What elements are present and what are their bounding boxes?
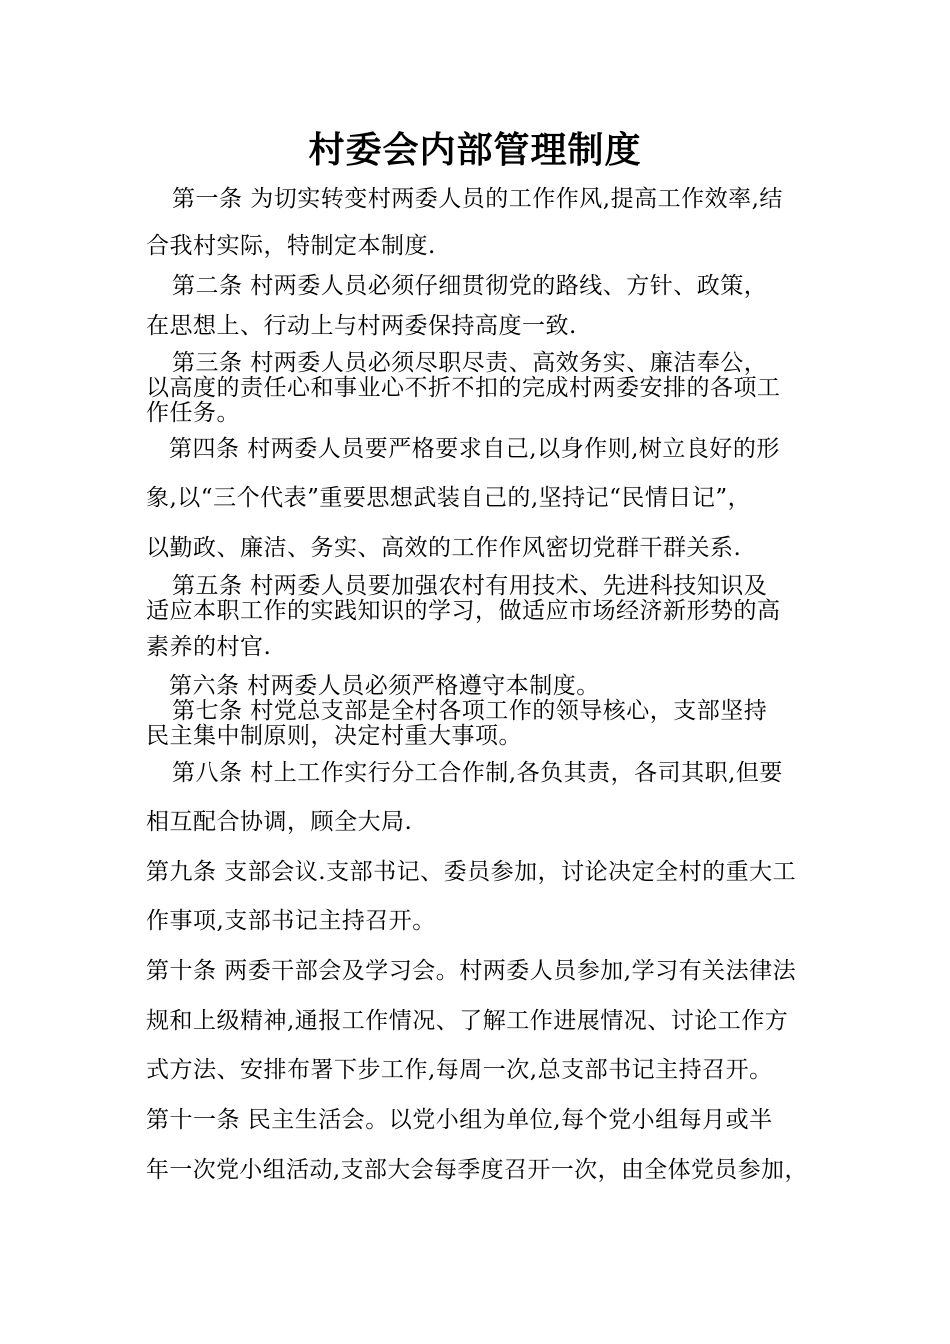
text-line: 适应本职工作的实践知识的学习，做适应市场经济新形势的高 bbox=[146, 598, 781, 624]
text-line: 以勤政、廉洁、务实、高效的工作作风密切党群干群关系. bbox=[146, 535, 742, 561]
text-line: 第七条 村党总支部是全村各项工作的领导核心，支部坚持 bbox=[172, 698, 768, 724]
text-line: 第八条 村上工作实行分工合作制,各负其责，各司其职,但要 bbox=[172, 760, 783, 786]
text-line: 第十条 两委干部会及学习会。村两委人员参加,学习有关法律法 bbox=[146, 958, 797, 984]
text-line: 第六条 村两委人员必须严格遵守本制度。 bbox=[169, 673, 600, 699]
text-line: 规和上级精神,通报工作情况、了解工作进展情况、讨论工作方 bbox=[146, 1008, 789, 1034]
text-line: 年一次党小组活动,支部大会每季度召开一次，由全体党员参加， bbox=[146, 1157, 808, 1183]
text-line: 在思想上、行动上与村两委保持高度一致. bbox=[146, 313, 577, 339]
document-title: 村委会内部管理制度 bbox=[308, 129, 642, 171]
text-line: 第四条 村两委人员要严格要求自己,以身作则,树立良好的形 bbox=[169, 436, 780, 462]
text-line: 民主集中制原则，决定村重大事项。 bbox=[146, 723, 522, 749]
text-line: 第十一条 民主生活会。以党小组为单位,每个党小组每月或半 bbox=[146, 1107, 773, 1133]
text-line: 式方法、安排布署下步工作,每周一次,总支部书记主持召开。 bbox=[146, 1057, 773, 1083]
text-line: 相互配合协调，顾全大局. bbox=[146, 809, 413, 835]
text-line: 第三条 村两委人员必须尽职尽责、高效务实、廉洁奉公， bbox=[172, 350, 768, 376]
text-line: 作事项,支部书记主持召开。 bbox=[146, 908, 436, 934]
text-line: 以高度的责任心和事业心不折不扣的完成村两委安排的各项工 bbox=[146, 375, 781, 401]
text-line: 象,以“三个代表”重要思想武装自己的,坚持记“民情日记”， bbox=[146, 485, 752, 511]
text-line: 第一条 为切实转变村两委人员的工作作风,提高工作效率,结 bbox=[172, 186, 783, 212]
text-line: 第五条 村两委人员要加强农村有用技术、先进科技知识及 bbox=[172, 573, 768, 599]
text-line: 合我村实际，特制定本制度. bbox=[146, 233, 436, 259]
text-line: 素养的村官. bbox=[146, 634, 272, 660]
text-line: 第九条 支部会议.支部书记、委员参加，讨论决定全村的重大工 bbox=[146, 859, 797, 885]
text-line: 第二条 村两委人员必须仔细贯彻党的路线、方针、政策， bbox=[172, 273, 768, 299]
text-line: 作任务。 bbox=[146, 400, 240, 426]
